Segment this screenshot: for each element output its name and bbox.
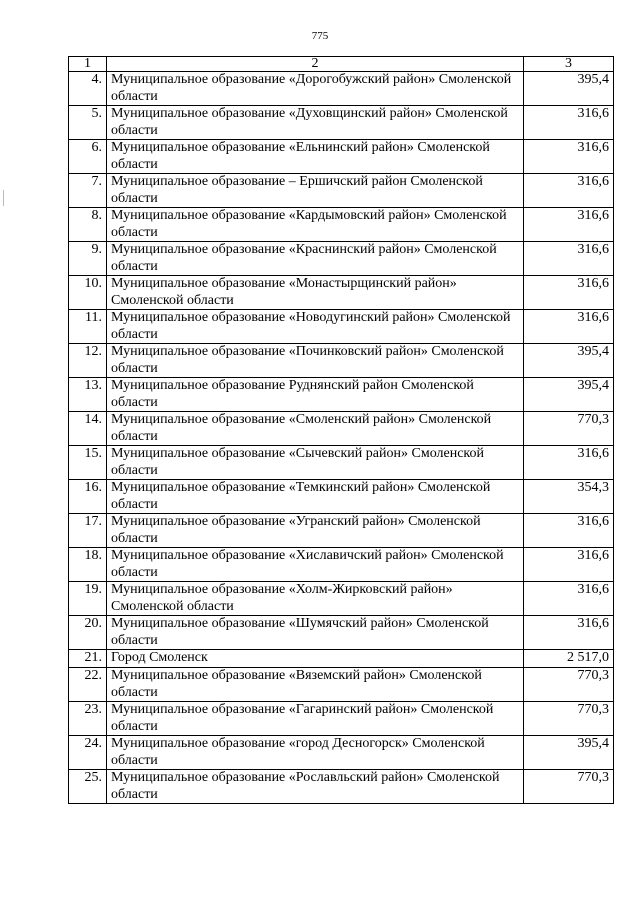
municipality-name: Муниципальное образование «город Десногорск» Смоленской области — [107, 736, 524, 770]
municipality-name: Муниципальное образование «Рославльский район» Смоленской области — [107, 770, 524, 804]
row-number: 6. — [69, 140, 107, 174]
table-row — [69, 242, 614, 276]
municipality-name: Город Смоленск — [107, 650, 524, 668]
amount-value: 395,4 — [524, 736, 614, 770]
amount-value: 316,6 — [524, 174, 614, 208]
municipality-name: Муниципальное образование «Холм-Жирковский район» Смоленской области — [107, 582, 524, 616]
municipality-name: Муниципальное образование «Смоленский район» Смоленской области — [107, 412, 524, 446]
amount-value: 2 517,0 — [524, 650, 614, 668]
amount-value: 316,6 — [524, 616, 614, 650]
row-number: 21. — [69, 650, 107, 668]
amount-value: 770,3 — [524, 412, 614, 446]
row-number: 22. — [69, 668, 107, 702]
table-row — [69, 548, 614, 582]
row-number: 9. — [69, 242, 107, 276]
municipality-name: Муниципальное образование «Хиславичский район» Смоленской области — [107, 548, 524, 582]
row-number: 24. — [69, 736, 107, 770]
amount-value: 316,6 — [524, 208, 614, 242]
amount-value: 316,6 — [524, 242, 614, 276]
row-number: 18. — [69, 548, 107, 582]
table-row — [69, 310, 614, 344]
table-row — [69, 616, 614, 650]
municipality-name: Муниципальное образование «Гагаринский район» Смоленской области — [107, 702, 524, 736]
page-number: 775 — [311, 30, 329, 42]
amount-value: 316,6 — [524, 106, 614, 140]
municipality-name: Муниципальное образование «Вяземский район» Смоленской области — [107, 668, 524, 702]
amount-value: 316,6 — [524, 582, 614, 616]
row-number: 25. — [69, 770, 107, 804]
amount-value: 316,6 — [524, 446, 614, 480]
amount-value: 395,4 — [524, 378, 614, 412]
table-row — [69, 668, 614, 702]
amount-value: 316,6 — [524, 310, 614, 344]
amount-value: 316,6 — [524, 548, 614, 582]
row-number: 11. — [69, 310, 107, 344]
municipality-name: Муниципальное образование «Духовщинский район» Смоленской области — [107, 106, 524, 140]
table-row — [69, 276, 614, 310]
row-number: 13. — [69, 378, 107, 412]
row-number: 20. — [69, 616, 107, 650]
municipality-name: Муниципальное образование «Дорогобужский район» Смоленской области — [107, 72, 524, 106]
row-number: 19. — [69, 582, 107, 616]
table-row — [69, 412, 614, 446]
row-number: 16. — [69, 480, 107, 514]
table-row — [69, 770, 614, 804]
municipal-table — [68, 56, 614, 804]
table-row — [69, 650, 614, 668]
amount-value: 395,4 — [524, 344, 614, 378]
column-header-1: 1 — [69, 57, 107, 72]
margin-mark — [3, 190, 4, 206]
table-row — [69, 582, 614, 616]
amount-value: 354,3 — [524, 480, 614, 514]
municipality-name: Муниципальное образование «Кардымовский район» Смоленской области — [107, 208, 524, 242]
amount-value: 316,6 — [524, 514, 614, 548]
table-header-row — [69, 57, 614, 72]
amount-value: 395,4 — [524, 72, 614, 106]
amount-value: 316,6 — [524, 140, 614, 174]
table-row — [69, 446, 614, 480]
municipality-name: Муниципальное образование – Ершичский район Смоленской области — [107, 174, 524, 208]
municipality-name: Муниципальное образование Руднянский район Смоленской области — [107, 378, 524, 412]
municipality-name: Муниципальное образование «Шумячский район» Смоленской области — [107, 616, 524, 650]
municipality-name: Муниципальное образование «Починковский район» Смоленской области — [107, 344, 524, 378]
row-number: 17. — [69, 514, 107, 548]
table-row — [69, 736, 614, 770]
table-row — [69, 106, 614, 140]
municipality-name: Муниципальное образование «Ельнинский район» Смоленской области — [107, 140, 524, 174]
table-row — [69, 702, 614, 736]
column-header-2: 2 — [107, 57, 524, 72]
municipality-name: Муниципальное образование «Монастырщинский район» Смоленской области — [107, 276, 524, 310]
row-number: 14. — [69, 412, 107, 446]
amount-value: 770,3 — [524, 702, 614, 736]
column-header-3: 3 — [524, 57, 614, 72]
row-number: 4. — [69, 72, 107, 106]
municipality-name: Муниципальное образование «Краснинский район» Смоленской области — [107, 242, 524, 276]
amount-value: 770,3 — [524, 770, 614, 804]
table-row — [69, 514, 614, 548]
table-body — [69, 72, 614, 804]
table-row — [69, 208, 614, 242]
row-number: 5. — [69, 106, 107, 140]
municipality-name: Муниципальное образование «Темкинский район» Смоленской области — [107, 480, 524, 514]
table-row — [69, 480, 614, 514]
amount-value: 316,6 — [524, 276, 614, 310]
row-number: 12. — [69, 344, 107, 378]
municipality-name: Муниципальное образование «Сычевский район» Смоленской области — [107, 446, 524, 480]
municipality-name: Муниципальное образование «Угранский район» Смоленской области — [107, 514, 524, 548]
table-row — [69, 378, 614, 412]
municipality-name: Муниципальное образование «Новодугинский район» Смоленской области — [107, 310, 524, 344]
table-row — [69, 140, 614, 174]
row-number: 7. — [69, 174, 107, 208]
amount-value: 770,3 — [524, 668, 614, 702]
row-number: 23. — [69, 702, 107, 736]
table-row — [69, 174, 614, 208]
row-number: 15. — [69, 446, 107, 480]
table-row — [69, 72, 614, 106]
row-number: 8. — [69, 208, 107, 242]
row-number: 10. — [69, 276, 107, 310]
table-row — [69, 344, 614, 378]
